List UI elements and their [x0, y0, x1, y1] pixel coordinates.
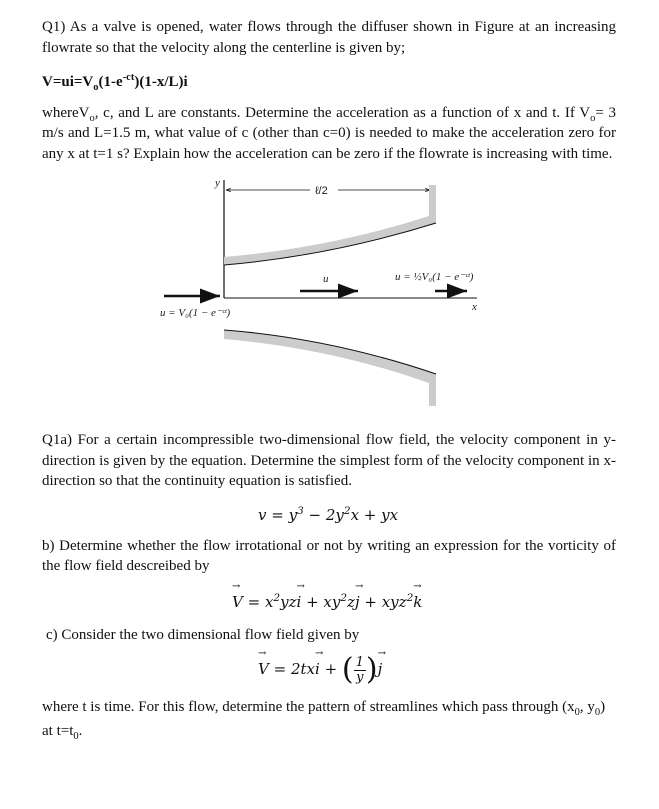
eq-part: + xy — [301, 592, 341, 611]
y-axis-label: y — [215, 177, 220, 189]
eq-vector: → V — [232, 591, 243, 613]
q1-body — [42, 103, 616, 165]
body-sub: o — [89, 112, 95, 124]
q1a-equation — [258, 504, 659, 526]
x-axis-label: x — [472, 301, 477, 313]
eq-vector: → V — [258, 658, 269, 680]
text-sub: 0 — [73, 730, 79, 742]
upper-wall — [224, 185, 436, 265]
q1b-text: b) Determine whether the flow irrotational or not by writing an expression for the vorticity of the flow field descreibed by — [42, 537, 616, 574]
formula-part: )(1-x/L) — [134, 74, 184, 90]
eq-part: + — [319, 660, 342, 678]
q1c-equation — [258, 652, 659, 687]
eq-vector: → k — [413, 591, 422, 613]
eq-part: − 2y — [303, 505, 344, 524]
formula-part: V=ui=V — [42, 74, 94, 90]
eq-vector: → j — [378, 658, 383, 680]
q1b-equation — [232, 591, 659, 613]
outlet-label: u = ½V₀(1 − e⁻ᶜᵗ) — [395, 271, 474, 283]
text-part: . — [78, 722, 83, 739]
body-sub: o — [590, 112, 596, 124]
inlet-label: u = V₀(1 − e⁻ᶜᵗ) — [160, 307, 231, 319]
eq-fraction — [354, 656, 366, 685]
formula-sup: -ct — [122, 72, 135, 83]
center-u-label: u — [323, 273, 329, 285]
eq-part: + xyz — [359, 592, 407, 611]
eq-paren: ( — [341, 652, 354, 687]
eq-part: x + yx — [350, 505, 399, 524]
text-part: where t is time. For this flow, determine the pattern of streamlines which pass through (x — [42, 699, 575, 715]
q1c-after-2 — [42, 721, 616, 742]
fraction-denominator: y — [356, 669, 364, 685]
text-part: , y — [579, 699, 595, 715]
q1c-text: c) Consider the two dimensional flow field given by — [46, 626, 360, 643]
text-part: ) — [600, 699, 606, 715]
eq-part: = 2tx — [268, 660, 315, 678]
eq-sup: 2 — [273, 591, 281, 604]
q1-intro: Q1) As a valve is opened, water flows through the diffuser shown in Figure at an increasing flowrate so that the velocity along the centerline is given by; — [42, 19, 616, 56]
eq-sup: 2 — [406, 591, 414, 604]
text-sub: 0 — [574, 707, 580, 718]
eq-vector: → i — [297, 591, 302, 613]
body-part: = 3 m/s and L=1.5 m, what value of c (other than c=0) is needed to make the acceleration zero for any x at t=1 s? Explain how the acceleration can be zero if the flowrate is increasing with time. — [42, 104, 616, 162]
eq-part: yz — [280, 592, 297, 611]
body-part: whereV — [42, 104, 90, 121]
eq-paren: ) — [365, 652, 378, 687]
eq-part: v = y — [258, 505, 298, 524]
formula-part: (1-e — [98, 74, 123, 90]
formula-part: i — [183, 74, 188, 90]
eq-sup: 3 — [297, 504, 304, 517]
eq-vector: → i — [315, 658, 320, 680]
eq-part: = x — [242, 592, 274, 611]
text-sub: 0 — [594, 707, 601, 718]
lower-wall — [224, 330, 436, 406]
body-part: , c, and L are constants. Determine the acceleration as a function of x and t. If V — [94, 104, 591, 121]
formula-sub: o — [93, 82, 99, 93]
eq-sup: 2 — [340, 591, 348, 604]
fraction-numerator: 1 — [355, 654, 364, 670]
q1a-text: Q1a) For a certain incompressible two-dimensional flow field, the velocity component in y-direction is given by the equation. Determine the simplest form of the velocity component in x-direction so that the continuity equation is satisfied. — [42, 432, 616, 489]
text-part: at t=t — [42, 722, 74, 739]
length-label: ℓ/2 — [315, 185, 328, 197]
eq-part: z — [347, 592, 355, 611]
eq-vector: → j — [355, 591, 360, 613]
q1-formula — [42, 72, 616, 93]
eq-sup: 2 — [343, 504, 351, 517]
q1c-after — [42, 697, 616, 718]
diffuser-figure — [140, 176, 500, 406]
